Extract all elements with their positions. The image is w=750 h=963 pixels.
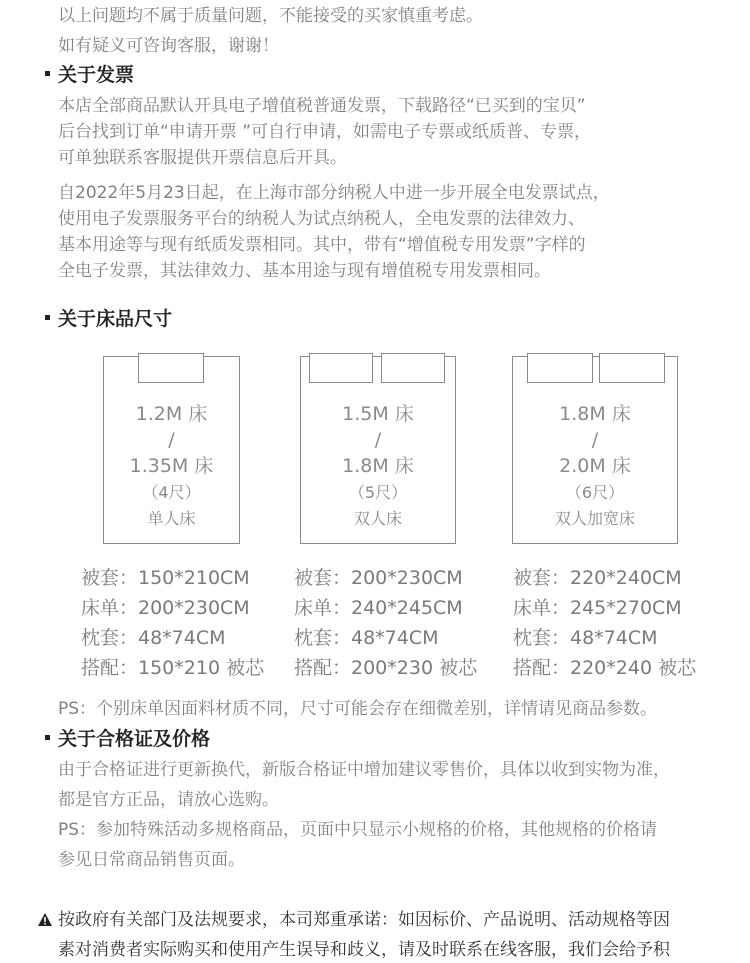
section-heading-bedding: 关于床品尺寸 (45, 306, 172, 332)
bed-size-line1: 1.8M 床 (559, 403, 631, 425)
bed-size-line2: 1.8M 床 (342, 455, 414, 477)
spec-duvet-cover: 被套：150*210CM (81, 567, 250, 589)
bed-type: 单人床 (147, 509, 196, 528)
spec-match: 搭配：220*240 被芯 (513, 657, 697, 679)
text-line: 全电子发票，其法律效力、基本用途与现有增值税专用发票相同。 (58, 261, 551, 281)
bed-diagram-single (103, 356, 240, 544)
spec-pillowcase: 枕套：48*74CM (294, 627, 439, 649)
spec-sheet: 床单：200*230CM (81, 597, 250, 619)
text-line: 自2022年5月23日起，在上海市部分纳税人中进一步开展全电发票试点， (58, 183, 610, 203)
pillow-icon (527, 353, 593, 383)
bed-diagram-king (512, 356, 678, 544)
spec-match: 搭配：200*230 被芯 (294, 657, 478, 679)
bed-size-slash: / (591, 429, 599, 451)
text-line: 基本用途等与现有纸质发票相同。其中，带有“增值税专用发票”字样的 (58, 235, 586, 255)
bed-size-line1: 1.5M 床 (342, 403, 414, 425)
notice-line: 素对消费者实际购买和使用产生误导和歧义，请及时联系在线客服，我们会给予积 (58, 940, 670, 960)
pillow-icon (309, 353, 373, 383)
pillow-icon (138, 353, 204, 383)
bed-type: 双人加宽床 (554, 509, 635, 528)
spec-duvet-cover: 被套：220*240CM (513, 567, 682, 589)
bedding-ps-note: PS：个别床单因面料材质不同，尺寸可能会存在细微差别，详情请见商品参数。 (58, 699, 658, 719)
pillow-icon (381, 353, 445, 383)
section-heading-invoice: 关于发票 (45, 62, 134, 88)
text-line: 以上问题均不属于质量问题，不能接受的买家慎重考虑。 (58, 6, 483, 26)
bed-size-line1: 1.2M 床 (135, 403, 208, 425)
spec-sheet: 床单：245*270CM (513, 597, 682, 619)
bed-chi: （6尺） (565, 483, 625, 502)
spec-sheet: 床单：240*245CM (294, 597, 463, 619)
text-line: 都是官方正品，请放心选购。 (58, 790, 279, 810)
text-line: 如有疑义可咨询客服，谢谢！ (58, 36, 279, 56)
notice-line: 按政府有关部门及法规要求，本司郑重承诺：如因标价、产品说明、活动规格等因 (58, 910, 670, 930)
text-line: 可单独联系客服提供开票信息后开具。 (58, 148, 347, 168)
spec-pillowcase: 枕套：48*74CM (81, 627, 226, 649)
bed-size-line2: 1.35M 床 (129, 455, 214, 477)
text-line: 后台找到订单“申请开票 ”可自行申请，如需电子专票或纸质普、专票， (58, 122, 592, 142)
bullet-square-icon (45, 71, 50, 76)
text-line: 使用电子发票服务平台的纳税人为试点纳税人，全电发票的法律效力、 (58, 209, 585, 229)
text-line: 参见日常商品销售页面。 (58, 850, 245, 870)
warning-icon (38, 913, 52, 926)
bed-type: 双人床 (353, 509, 402, 528)
pillow-icon (599, 353, 665, 383)
spec-duvet-cover: 被套：200*230CM (294, 567, 463, 589)
spec-match: 搭配：150*210 被芯 (81, 657, 265, 679)
bed-size-line2: 2.0M 床 (559, 455, 631, 477)
text-line: 由于合格证进行更新换代，新版合格证中增加建议零售价，具体以收到实物为准， (58, 760, 670, 780)
bed-size-slash: / (168, 429, 175, 451)
bed-chi: （4尺） (142, 483, 201, 502)
bed-size-slash: / (374, 429, 382, 451)
text-line: PS：参加特殊活动多规格商品，页面中只显示小规格的价格，其他规格的价格请 (58, 820, 658, 840)
bullet-square-icon (45, 735, 50, 740)
spec-pillowcase: 枕套：48*74CM (513, 627, 658, 649)
bed-chi: （5尺） (348, 483, 408, 502)
text-line: 本店全部商品默认开具电子增值税普通发票，下载路径“已买到的宝贝” (58, 96, 586, 116)
section-heading-certificate: 关于合格证及价格 (45, 726, 210, 752)
bed-diagram-double (300, 356, 456, 544)
bullet-square-icon (45, 315, 50, 320)
